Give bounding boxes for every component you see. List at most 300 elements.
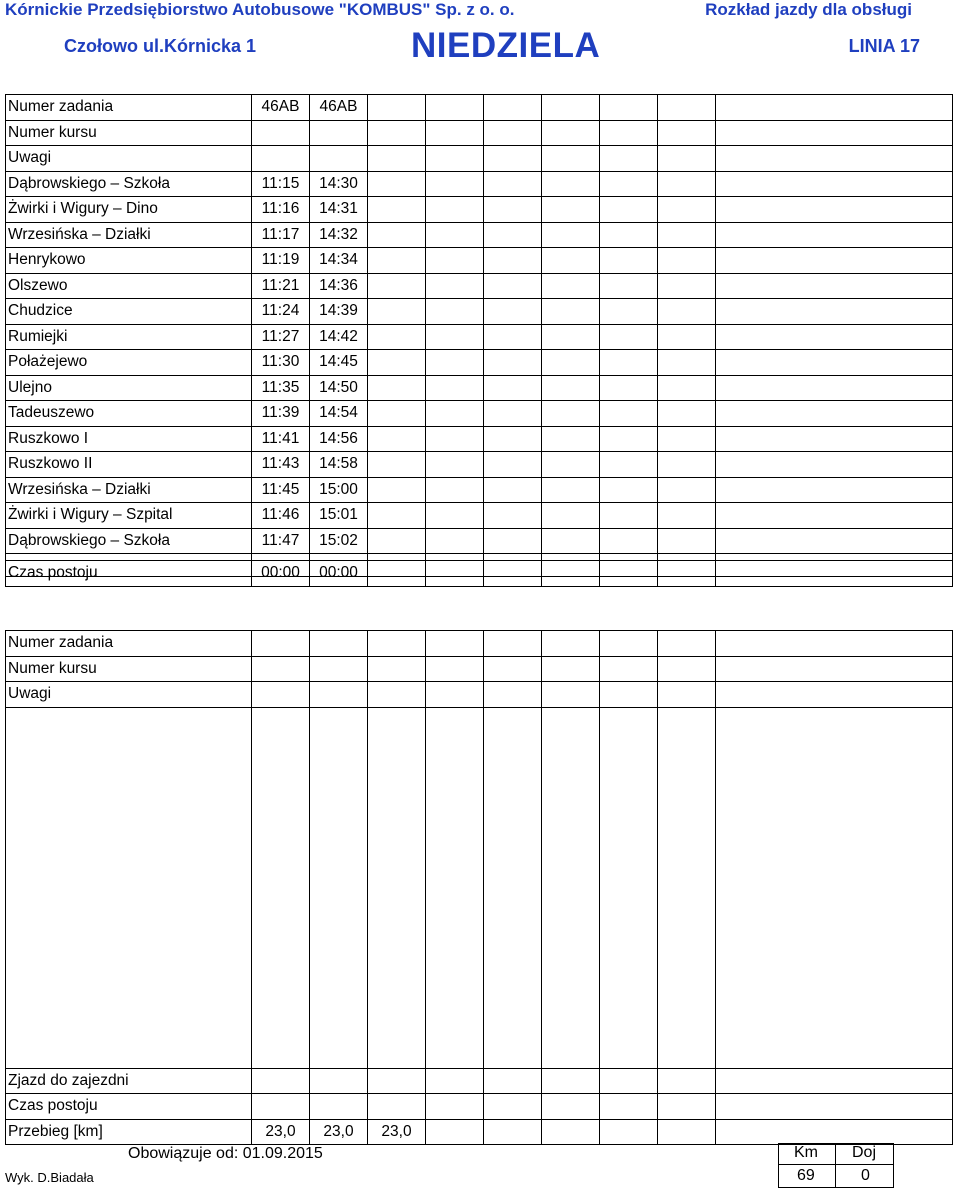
table-cell <box>542 707 600 1068</box>
table-cell <box>368 222 426 248</box>
table-cell <box>368 503 426 529</box>
table-cell <box>252 120 310 146</box>
table-cell <box>658 146 716 172</box>
table-cell <box>368 1068 426 1094</box>
table-cell <box>716 477 953 503</box>
table-cell <box>484 197 542 223</box>
table-cell <box>716 324 953 350</box>
table-cell <box>600 222 658 248</box>
table-cell <box>716 426 953 452</box>
row-label: Dąbrowskiego – Szkoła <box>6 528 252 554</box>
table-cell <box>368 248 426 274</box>
table-cell: 14:30 <box>310 171 368 197</box>
row-label: Uwagi <box>6 146 252 172</box>
table-cell <box>542 171 600 197</box>
table-cell <box>600 426 658 452</box>
table-row <box>6 350 953 376</box>
table-cell <box>716 350 953 376</box>
table-cell <box>716 682 953 708</box>
table-cell <box>600 146 658 172</box>
table-cell: 00:00 <box>252 561 310 587</box>
table-cell <box>426 477 484 503</box>
table-cell: 15:01 <box>310 503 368 529</box>
table-cell <box>368 528 426 554</box>
table-cell: 14:36 <box>310 273 368 299</box>
row-label: Chudzice <box>6 299 252 325</box>
table-cell <box>658 503 716 529</box>
table-cell <box>484 707 542 1068</box>
table-row <box>6 631 953 657</box>
table-cell <box>426 350 484 376</box>
table-cell <box>600 401 658 427</box>
table-cell <box>716 171 953 197</box>
table-cell: 46AB <box>252 95 310 121</box>
km-value-box <box>778 1164 894 1188</box>
line-number: LINIA 17 <box>848 36 920 56</box>
table-cell <box>658 1068 716 1094</box>
table-cell: 14:50 <box>310 375 368 401</box>
table-cell <box>542 426 600 452</box>
table-cell: 11:39 <box>252 401 310 427</box>
table-cell <box>716 503 953 529</box>
table-cell: 11:45 <box>252 477 310 503</box>
table-cell <box>658 452 716 478</box>
table-cell <box>368 707 426 1068</box>
table-cell <box>484 452 542 478</box>
table-cell <box>658 248 716 274</box>
table-cell <box>542 197 600 223</box>
table-cell <box>368 1094 426 1120</box>
table-cell <box>658 95 716 121</box>
table-cell <box>484 350 542 376</box>
table-row <box>6 248 953 274</box>
table-cell: 14:42 <box>310 324 368 350</box>
table-row <box>6 222 953 248</box>
table-cell: 23,0 <box>310 1119 368 1145</box>
row-label: Wrzesińska – Działki <box>6 477 252 503</box>
table-row <box>6 197 953 223</box>
table-row <box>6 273 953 299</box>
table-cell <box>426 656 484 682</box>
table-cell: 46AB <box>310 95 368 121</box>
table-cell <box>716 1119 953 1145</box>
table-cell <box>484 477 542 503</box>
table-cell: 11:46 <box>252 503 310 529</box>
table-row <box>6 120 953 146</box>
table-row <box>6 477 953 503</box>
table-cell: 11:43 <box>252 452 310 478</box>
table-cell <box>600 631 658 657</box>
row-label: Dąbrowskiego – Szkoła <box>6 171 252 197</box>
row-label: Henrykowo <box>6 248 252 274</box>
table-cell <box>484 631 542 657</box>
table-cell <box>310 656 368 682</box>
table-cell: 15:02 <box>310 528 368 554</box>
table-cell <box>426 248 484 274</box>
table-cell <box>426 1094 484 1120</box>
table-cell <box>658 171 716 197</box>
table-cell <box>426 299 484 325</box>
table-cell <box>716 528 953 554</box>
table-cell <box>716 197 953 223</box>
table-cell <box>368 350 426 376</box>
doj-label: Doj <box>852 1144 877 1161</box>
table-cell <box>368 401 426 427</box>
table-cell <box>368 656 426 682</box>
table-cell <box>716 707 953 1068</box>
schedule-table <box>5 94 953 577</box>
table-cell <box>368 299 426 325</box>
row-label: Przebieg [km] <box>6 1119 252 1145</box>
table-cell: 11:35 <box>252 375 310 401</box>
table-cell <box>542 350 600 376</box>
table-cell <box>252 707 310 1068</box>
table-cell: 11:15 <box>252 171 310 197</box>
table-cell <box>542 1068 600 1094</box>
row-label: Tadeuszewo <box>6 401 252 427</box>
table-cell <box>542 324 600 350</box>
table-cell <box>6 707 252 1068</box>
table-cell: 11:27 <box>252 324 310 350</box>
row-label: Ruszkowo II <box>6 452 252 478</box>
table-cell: 15:00 <box>310 477 368 503</box>
table-cell <box>600 120 658 146</box>
day-title: NIEDZIELA <box>411 26 601 65</box>
valid-from: Obowiązuje od: 01.09.2015 <box>128 1145 323 1162</box>
table-cell <box>252 146 310 172</box>
table-cell <box>600 528 658 554</box>
table-cell <box>600 561 658 587</box>
table-row <box>6 299 953 325</box>
table-cell <box>600 171 658 197</box>
table-cell <box>716 146 953 172</box>
table-cell <box>484 426 542 452</box>
table-row <box>6 503 953 529</box>
table-cell: 14:39 <box>310 299 368 325</box>
table-row <box>6 682 953 708</box>
table-cell: 00:00 <box>310 561 368 587</box>
table-cell <box>600 95 658 121</box>
table-cell <box>716 120 953 146</box>
table-cell <box>542 528 600 554</box>
table-cell <box>426 146 484 172</box>
km-value: 69 <box>797 1167 815 1184</box>
table-cell <box>426 171 484 197</box>
table-cell <box>716 299 953 325</box>
table-cell <box>426 426 484 452</box>
table-cell <box>600 1068 658 1094</box>
table-cell <box>310 120 368 146</box>
table-cell <box>484 299 542 325</box>
table-cell <box>484 324 542 350</box>
row-label: Wrzesińska – Działki <box>6 222 252 248</box>
table-cell <box>484 120 542 146</box>
table-cell <box>426 273 484 299</box>
table-cell <box>426 401 484 427</box>
table-cell <box>310 1094 368 1120</box>
table-cell <box>484 222 542 248</box>
table-cell <box>658 656 716 682</box>
table-cell <box>658 222 716 248</box>
row-label: Czas postoju <box>6 561 252 587</box>
table-cell <box>310 707 368 1068</box>
document-type: Rozkład jazdy dla obsługi <box>705 0 912 19</box>
table-cell <box>542 503 600 529</box>
table-cell <box>484 95 542 121</box>
table-cell <box>426 120 484 146</box>
table-cell <box>658 426 716 452</box>
table-cell <box>368 561 426 587</box>
table-cell <box>600 1119 658 1145</box>
table-cell <box>368 171 426 197</box>
table-cell <box>368 324 426 350</box>
table-cell <box>426 452 484 478</box>
table-cell <box>658 120 716 146</box>
table-cell <box>600 707 658 1068</box>
author: Wyk. D.Biadała <box>5 1170 94 1185</box>
table-row <box>6 452 953 478</box>
table-cell <box>600 375 658 401</box>
table-cell <box>542 631 600 657</box>
table-cell <box>658 1094 716 1120</box>
table-cell <box>542 1094 600 1120</box>
table-cell <box>484 503 542 529</box>
table-cell <box>716 631 953 657</box>
table-cell <box>368 682 426 708</box>
table-cell: 11:16 <box>252 197 310 223</box>
table-cell <box>658 375 716 401</box>
table-row <box>6 1068 953 1094</box>
schedule-table-2 <box>5 630 953 1145</box>
row-label: Żwirki i Wigury – Szpital <box>6 503 252 529</box>
table-row <box>6 401 953 427</box>
table-cell <box>658 682 716 708</box>
table-cell <box>368 426 426 452</box>
table-cell <box>484 375 542 401</box>
table-cell <box>368 452 426 478</box>
table-cell <box>426 707 484 1068</box>
row-label: Numer zadania <box>6 95 252 121</box>
table-cell <box>658 477 716 503</box>
table-cell <box>252 1094 310 1120</box>
table-cell <box>368 120 426 146</box>
table-cell <box>542 120 600 146</box>
table-cell <box>426 197 484 223</box>
table-cell <box>658 273 716 299</box>
table-cell <box>600 324 658 350</box>
row-label: Numer kursu <box>6 656 252 682</box>
table-cell <box>658 299 716 325</box>
table-row <box>6 426 953 452</box>
table-cell <box>426 561 484 587</box>
table-cell <box>484 656 542 682</box>
table-cell <box>368 273 426 299</box>
table-cell <box>600 452 658 478</box>
table-cell: 11:47 <box>252 528 310 554</box>
table-cell <box>310 631 368 657</box>
table-cell: 11:17 <box>252 222 310 248</box>
table-cell <box>716 452 953 478</box>
row-label: Ulejno <box>6 375 252 401</box>
table-cell <box>658 197 716 223</box>
table-row <box>6 375 953 401</box>
table-cell <box>600 299 658 325</box>
table-cell <box>368 375 426 401</box>
table-cell <box>542 222 600 248</box>
table-cell <box>716 401 953 427</box>
table-cell <box>368 477 426 503</box>
table-cell <box>600 350 658 376</box>
table-cell <box>716 95 953 121</box>
row-label: Żwirki i Wigury – Dino <box>6 197 252 223</box>
table-cell: 14:56 <box>310 426 368 452</box>
table-cell: 23,0 <box>368 1119 426 1145</box>
row-label: Olszewo <box>6 273 252 299</box>
table-cell: 14:34 <box>310 248 368 274</box>
table-cell <box>310 146 368 172</box>
table-cell <box>426 375 484 401</box>
table-cell <box>600 503 658 529</box>
table-cell <box>252 1068 310 1094</box>
table-cell <box>542 375 600 401</box>
row-label: Ruszkowo I <box>6 426 252 452</box>
table-cell <box>484 146 542 172</box>
table-cell <box>658 707 716 1068</box>
table-cell <box>600 656 658 682</box>
table-cell: 11:41 <box>252 426 310 452</box>
table-cell <box>426 528 484 554</box>
table-cell <box>426 95 484 121</box>
table-cell <box>658 561 716 587</box>
spacer-row <box>6 707 953 1068</box>
table-cell <box>310 682 368 708</box>
table-cell <box>368 197 426 223</box>
table-cell <box>716 1094 953 1120</box>
table-cell <box>658 631 716 657</box>
table-cell <box>368 631 426 657</box>
table-cell <box>310 1068 368 1094</box>
table-cell: 14:32 <box>310 222 368 248</box>
table-cell <box>484 1068 542 1094</box>
table-cell: 14:31 <box>310 197 368 223</box>
table-cell <box>484 273 542 299</box>
table-cell <box>484 528 542 554</box>
table-cell <box>716 561 953 587</box>
table-cell <box>542 477 600 503</box>
table-cell <box>542 299 600 325</box>
table-cell <box>426 1068 484 1094</box>
table-cell <box>426 222 484 248</box>
table-cell: 11:19 <box>252 248 310 274</box>
doj-value: 0 <box>861 1167 870 1184</box>
table-cell <box>542 452 600 478</box>
table-cell <box>716 222 953 248</box>
table-cell <box>716 375 953 401</box>
table-cell <box>542 95 600 121</box>
table-cell <box>600 682 658 708</box>
table-cell <box>658 401 716 427</box>
table-row <box>6 1094 953 1120</box>
table-cell <box>484 682 542 708</box>
table-cell <box>426 324 484 350</box>
table-cell <box>658 1119 716 1145</box>
table-cell: 11:21 <box>252 273 310 299</box>
postoj-table <box>5 560 953 587</box>
depot-address: Czołowo ul.Kórnicka 1 <box>64 36 257 56</box>
table-cell <box>484 561 542 587</box>
table-cell <box>484 1119 542 1145</box>
table-row <box>6 1119 953 1145</box>
row-label: Uwagi <box>6 682 252 708</box>
table-cell <box>542 561 600 587</box>
km-label: Km <box>794 1144 818 1161</box>
table-row <box>6 171 953 197</box>
row-label: Rumiejki <box>6 324 252 350</box>
row-label: Zjazd do zajezdni <box>6 1068 252 1094</box>
table-cell <box>426 631 484 657</box>
table-cell <box>484 1094 542 1120</box>
table-cell <box>484 401 542 427</box>
table-cell <box>252 656 310 682</box>
row-label: Połażejewo <box>6 350 252 376</box>
company-name: Kórnickie Przedsiębiorstwo Autobusowe "KOMBUS" Sp. z o. o. <box>5 0 515 19</box>
table-cell <box>542 1119 600 1145</box>
table-cell <box>426 682 484 708</box>
table-row <box>6 656 953 682</box>
table-cell <box>716 656 953 682</box>
table-cell <box>368 146 426 172</box>
table-cell: 14:58 <box>310 452 368 478</box>
table-cell <box>658 350 716 376</box>
table-cell <box>600 1094 658 1120</box>
table-cell <box>368 95 426 121</box>
table-cell <box>542 146 600 172</box>
table-cell <box>716 273 953 299</box>
table-cell <box>542 401 600 427</box>
table-cell <box>542 682 600 708</box>
table-cell <box>252 682 310 708</box>
table-cell <box>716 1068 953 1094</box>
table-cell <box>542 273 600 299</box>
table-cell <box>484 248 542 274</box>
table-cell <box>658 324 716 350</box>
table-cell <box>426 503 484 529</box>
table-row <box>6 146 953 172</box>
table-row <box>6 561 953 587</box>
table-cell: 11:24 <box>252 299 310 325</box>
table-cell <box>658 528 716 554</box>
table-row <box>6 324 953 350</box>
table-cell <box>600 273 658 299</box>
table-cell: 14:45 <box>310 350 368 376</box>
table-cell <box>600 248 658 274</box>
row-label: Numer kursu <box>6 120 252 146</box>
table-cell: 23,0 <box>252 1119 310 1145</box>
table-cell <box>600 477 658 503</box>
table-cell <box>426 1119 484 1145</box>
table-cell <box>716 248 953 274</box>
table-cell <box>542 656 600 682</box>
row-label: Czas postoju <box>6 1094 252 1120</box>
table-cell <box>600 197 658 223</box>
row-label: Numer zadania <box>6 631 252 657</box>
table-cell <box>252 631 310 657</box>
table-cell: 14:54 <box>310 401 368 427</box>
table-cell: 11:30 <box>252 350 310 376</box>
table-cell <box>542 248 600 274</box>
table-cell <box>484 171 542 197</box>
table-row <box>6 95 953 121</box>
